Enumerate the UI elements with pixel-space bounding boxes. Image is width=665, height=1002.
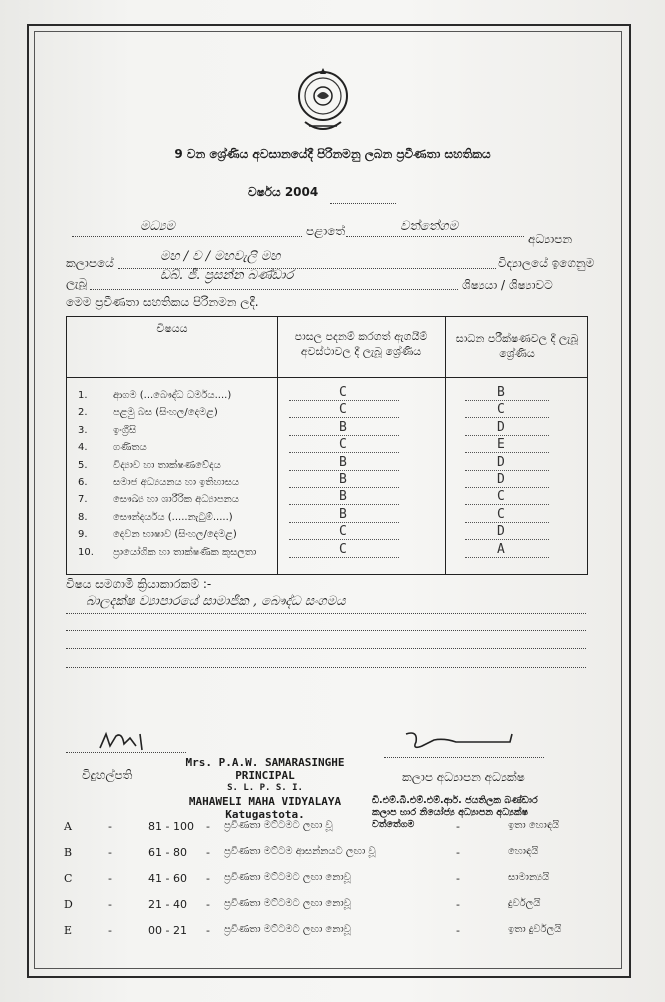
grade-range: 21 - 40 xyxy=(148,898,187,911)
province-label: පළාතේ xyxy=(306,224,346,238)
row-school-grade: B xyxy=(339,419,347,435)
grade-dash: - xyxy=(456,898,460,911)
grade-dash: - xyxy=(108,924,112,937)
row-school-grade: B xyxy=(339,489,347,505)
table-row xyxy=(67,541,587,562)
row-exam-grade-field xyxy=(465,489,549,505)
row-exam-grade: D xyxy=(497,454,505,470)
principal-sign-line xyxy=(66,752,186,753)
row-school-grade-field xyxy=(289,402,399,418)
table-row xyxy=(67,385,587,405)
division-label: කලාපයේ xyxy=(66,256,114,270)
row-number: 1. xyxy=(78,390,88,401)
row-school-grade-field xyxy=(289,419,399,436)
issued-statement: මෙම ප්‍රවීණතා සහතිකය පිරිනමන ලදී. xyxy=(66,295,259,309)
student-prefix: ලැබූ xyxy=(66,276,88,290)
grading-row xyxy=(64,898,584,918)
table-row xyxy=(67,489,587,509)
grading-row xyxy=(64,846,584,866)
table-row xyxy=(67,472,587,492)
grade-dash: - xyxy=(206,872,210,885)
row-exam-grade: D xyxy=(497,472,505,487)
row-exam-grade-field xyxy=(465,454,549,471)
row-exam-grade: C xyxy=(497,506,505,522)
activities-line xyxy=(66,648,586,649)
grade-letter: C xyxy=(64,872,73,885)
row-exam-grade-field xyxy=(465,385,549,401)
table-row xyxy=(67,402,587,422)
stamp-name: Mrs. P.A.W. SAMARASINGHE xyxy=(185,756,345,769)
grade-dash: - xyxy=(456,820,460,833)
row-school-grade: C xyxy=(339,437,347,453)
grade-dash: - xyxy=(456,872,460,885)
subjects-table xyxy=(66,316,588,575)
grade-remark: ඉතා හොඳයි xyxy=(508,820,560,831)
zone-dots xyxy=(346,236,524,237)
row-exam-grade-field xyxy=(465,524,549,540)
row-school-grade: B xyxy=(339,472,347,487)
school-value: මහ / ව / මහවැලි මහ xyxy=(160,249,281,264)
table-row xyxy=(67,506,587,527)
row-subject: ඉංග්‍රීසි xyxy=(113,424,137,436)
row-exam-grade: C xyxy=(497,402,505,418)
row-school-grade: C xyxy=(339,541,347,557)
student-dots xyxy=(90,289,458,290)
row-number: 2. xyxy=(78,407,88,419)
principal-signature xyxy=(96,728,166,758)
director-stamp-line: ඩී.එම්.බී.එම්.එම්.ආර්. ජයතිලක බණ්ඩාර xyxy=(372,795,538,806)
stamp-grade: S. L. P. S. I. xyxy=(227,783,303,793)
grade-remark: හොඳයි xyxy=(508,846,539,857)
row-school-grade: B xyxy=(339,454,347,470)
row-subject: සෞඛ්‍ය හා ශාරීරික අධ්‍යාපනය xyxy=(113,494,239,506)
grade-description: ප්‍රවීණතා මට්ටමට ලඟා නොවූ xyxy=(224,872,351,883)
table-row xyxy=(67,524,587,544)
director-label: කලාප අධ්‍යාපන අධ්‍යක්ෂ xyxy=(402,770,525,784)
row-number: 4. xyxy=(78,442,88,454)
grade-dash: - xyxy=(108,820,112,833)
year-label: වර්ෂය 2004 xyxy=(248,185,319,199)
grade-letter: D xyxy=(64,898,73,911)
row-number: 3. xyxy=(78,424,88,436)
row-subject: ප්‍රායෝගික හා තාක්ෂණික කුසලතා xyxy=(113,546,257,558)
grade-dash: - xyxy=(206,846,210,859)
row-number: 6. xyxy=(78,477,88,488)
activities-label: විෂය සමගාමී ක්‍රියාකාරකම් :- xyxy=(66,577,212,591)
school-suffix: විද්‍යාලයේ ඉගෙනුම xyxy=(498,256,595,270)
director-sign-line xyxy=(384,757,544,758)
row-school-grade: C xyxy=(339,524,347,540)
activities-line xyxy=(66,630,586,631)
activities-value: බාලදක්ෂ ව්‍යාපාරයේ සාමාජික , බෞද්ධ සංගමය xyxy=(86,594,346,609)
grading-row xyxy=(64,820,584,840)
row-school-grade-field xyxy=(289,506,399,523)
zone-value: වත්තේගම xyxy=(400,219,458,234)
grade-description: ප්‍රවීණතා මට්ටමට ලඟා වූ xyxy=(224,820,333,831)
row-school-grade: B xyxy=(339,506,347,522)
row-exam-grade-field xyxy=(465,541,549,558)
director-signature xyxy=(400,728,520,760)
grade-dash: - xyxy=(456,846,460,859)
stamp-school: MAHAWELI MAHA VIDYALAYA xyxy=(188,795,342,808)
grade-dash: - xyxy=(108,898,112,911)
grade-remark: සාමාන්‍යයි xyxy=(508,872,550,883)
activities-line xyxy=(66,667,586,668)
row-exam-grade: D xyxy=(497,419,505,435)
grade-description: ප්‍රවීණතා මට්ටමට ලඟා නොවූ xyxy=(224,898,351,909)
col-header-subject: විෂයය xyxy=(156,322,188,335)
row-exam-grade: D xyxy=(497,524,505,540)
grade-dash: - xyxy=(108,872,112,885)
table-row xyxy=(67,419,587,440)
row-school-grade: C xyxy=(339,402,347,418)
row-subject: පළමු බස (සිංහල/දෙමළ) xyxy=(113,407,218,419)
row-subject: විද්‍යාව හා තාක්ෂණවේදය xyxy=(113,459,221,471)
grade-letter: E xyxy=(64,924,73,937)
row-exam-grade-field xyxy=(465,472,549,488)
grade-dash: - xyxy=(108,846,112,859)
certificate-title: 9 වන ශ්‍රේණිය අවසානයේදී පිරිනමනු ලබන ප්‍රවීණතා සහතිකය xyxy=(174,147,491,161)
table-row xyxy=(67,454,587,475)
student-name-value: ඩබ්. ජී. ප්‍රසන්න බණ්ඩාර xyxy=(160,268,294,283)
grade-remark: ඉතා දුර්වලයි xyxy=(508,924,562,935)
province-dots xyxy=(72,236,302,237)
grade-description: ප්‍රවීණතා මට්ටම ආසන්නයට ලඟා වූ xyxy=(224,846,376,857)
row-school-grade-field xyxy=(289,385,399,401)
grade-description: ප්‍රවීණතා මට්ටමට ලඟා නොවූ xyxy=(224,924,351,935)
row-school-grade-field xyxy=(289,524,399,540)
principal-label: විදුහල්පති xyxy=(82,768,133,782)
row-school-grade-field xyxy=(289,489,399,505)
row-subject: ගණිතය xyxy=(113,442,147,454)
row-number: 9. xyxy=(78,529,88,541)
table-header-divider xyxy=(67,377,587,378)
activities-line xyxy=(66,613,586,614)
director-stamp-line: වත්තේගම xyxy=(372,819,415,830)
row-number: 7. xyxy=(78,494,88,506)
row-subject: සමාජ අධ්‍යයනය හා ඉතිහාසය xyxy=(113,477,240,488)
grade-remark: දුර්වලයි xyxy=(508,898,541,909)
grading-row xyxy=(64,872,584,892)
stamp-title: PRINCIPAL xyxy=(235,769,295,782)
grade-range: 00 - 21 xyxy=(148,924,187,937)
year-value: 2004 xyxy=(284,185,319,199)
grade-letter: B xyxy=(64,846,73,859)
row-exam-grade: C xyxy=(497,489,505,505)
grade-range: 81 - 100 xyxy=(148,820,194,833)
row-school-grade: C xyxy=(339,385,347,400)
row-number: 8. xyxy=(78,511,88,523)
student-suffix: ශිෂ්‍යයා / ශිෂ්‍යාවට xyxy=(462,278,553,292)
grade-dash: - xyxy=(206,898,210,911)
stamp-town: Katugastota. xyxy=(225,808,305,821)
principal-stamp xyxy=(160,756,370,821)
col-header-exam-grade: සාධන පරීක්ෂණවල දී ලැබූ ශ්‍රේණිය xyxy=(455,332,579,360)
row-exam-grade-field xyxy=(465,437,549,453)
grade-dash: - xyxy=(206,820,210,833)
grade-dash: - xyxy=(206,924,210,937)
province-value: මධ්‍යම xyxy=(140,219,175,234)
col-header-school-grade: පාසල පදනම් කරගත් ඇගයීම් අවස්ථාවල දී ලැබූ ශ්‍රේණිය xyxy=(294,330,428,358)
grade-range: 41 - 60 xyxy=(148,872,187,885)
grading-row xyxy=(64,924,584,944)
director-stamp-line: කලාප භාර නියෝජ්‍ය අධ්‍යාපන අධ්‍යක්ෂ xyxy=(372,807,529,818)
row-number: 10. xyxy=(78,546,94,558)
row-school-grade-field xyxy=(289,541,399,558)
zone-label: අධ්‍යාපන xyxy=(528,232,573,246)
table-row xyxy=(67,437,587,457)
row-exam-grade-field xyxy=(465,402,549,418)
row-exam-grade: A xyxy=(497,541,505,557)
year-dots xyxy=(330,203,396,204)
row-subject: දෙවන භාෂාව (සිංහල/දෙමළ) xyxy=(113,529,237,541)
row-exam-grade: B xyxy=(497,385,505,400)
row-school-grade-field xyxy=(289,472,399,488)
grade-dash: - xyxy=(456,924,460,937)
row-exam-grade-field xyxy=(465,506,549,523)
row-exam-grade-field xyxy=(465,419,549,436)
row-number: 5. xyxy=(78,459,88,471)
row-subject: සෞන්දර්යය (.....නැටුම්.....) xyxy=(113,511,233,523)
row-school-grade-field xyxy=(289,437,399,453)
row-school-grade-field xyxy=(289,454,399,471)
row-subject: ආගම (...බෞද්ධ ධර්මය....) xyxy=(113,390,232,401)
grade-range: 61 - 80 xyxy=(148,846,187,859)
row-exam-grade: E xyxy=(497,437,505,453)
state-emblem-icon xyxy=(295,66,351,138)
grade-letter: A xyxy=(64,820,72,833)
